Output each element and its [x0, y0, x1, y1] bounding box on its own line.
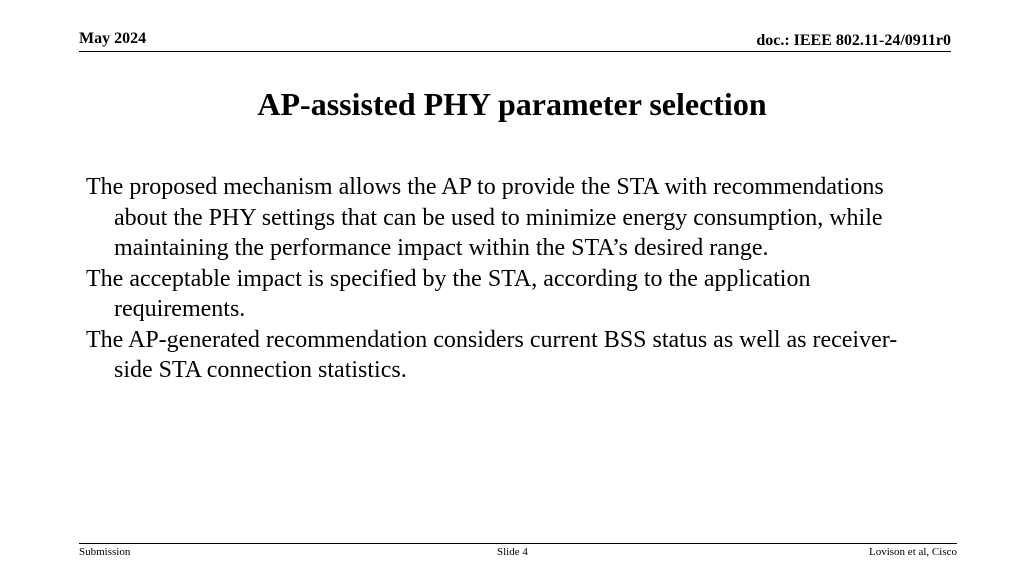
slide-title: AP-assisted PHY parameter selection — [257, 86, 767, 122]
body-paragraph-2: The acceptable impact is specified by the STA, according to the application requirements. — [86, 265, 811, 322]
header-doc-id: doc.: IEEE 802.11-24/0911r0 — [756, 32, 951, 49]
footer-submission: Submission — [79, 546, 131, 558]
header-date: May 2024 — [79, 30, 147, 47]
header-divider — [79, 51, 951, 52]
footer-authors: Lovison et al, Cisco — [869, 546, 957, 558]
body-paragraph-3: The AP-generated recommendation considers current BSS status as well as receiver-side STA connection statistics. — [86, 326, 898, 383]
footer-slide-number: Slide 4 — [497, 546, 528, 558]
body-paragraph-1: The proposed mechanism allows the AP to provide the STA with recommendations about the PHY settings that can be used to minimize energy consumption, while maintaining the performance impact within the STA’s desired range. — [86, 174, 884, 261]
footer-divider — [79, 543, 957, 544]
slide-body — [86, 172, 926, 386]
